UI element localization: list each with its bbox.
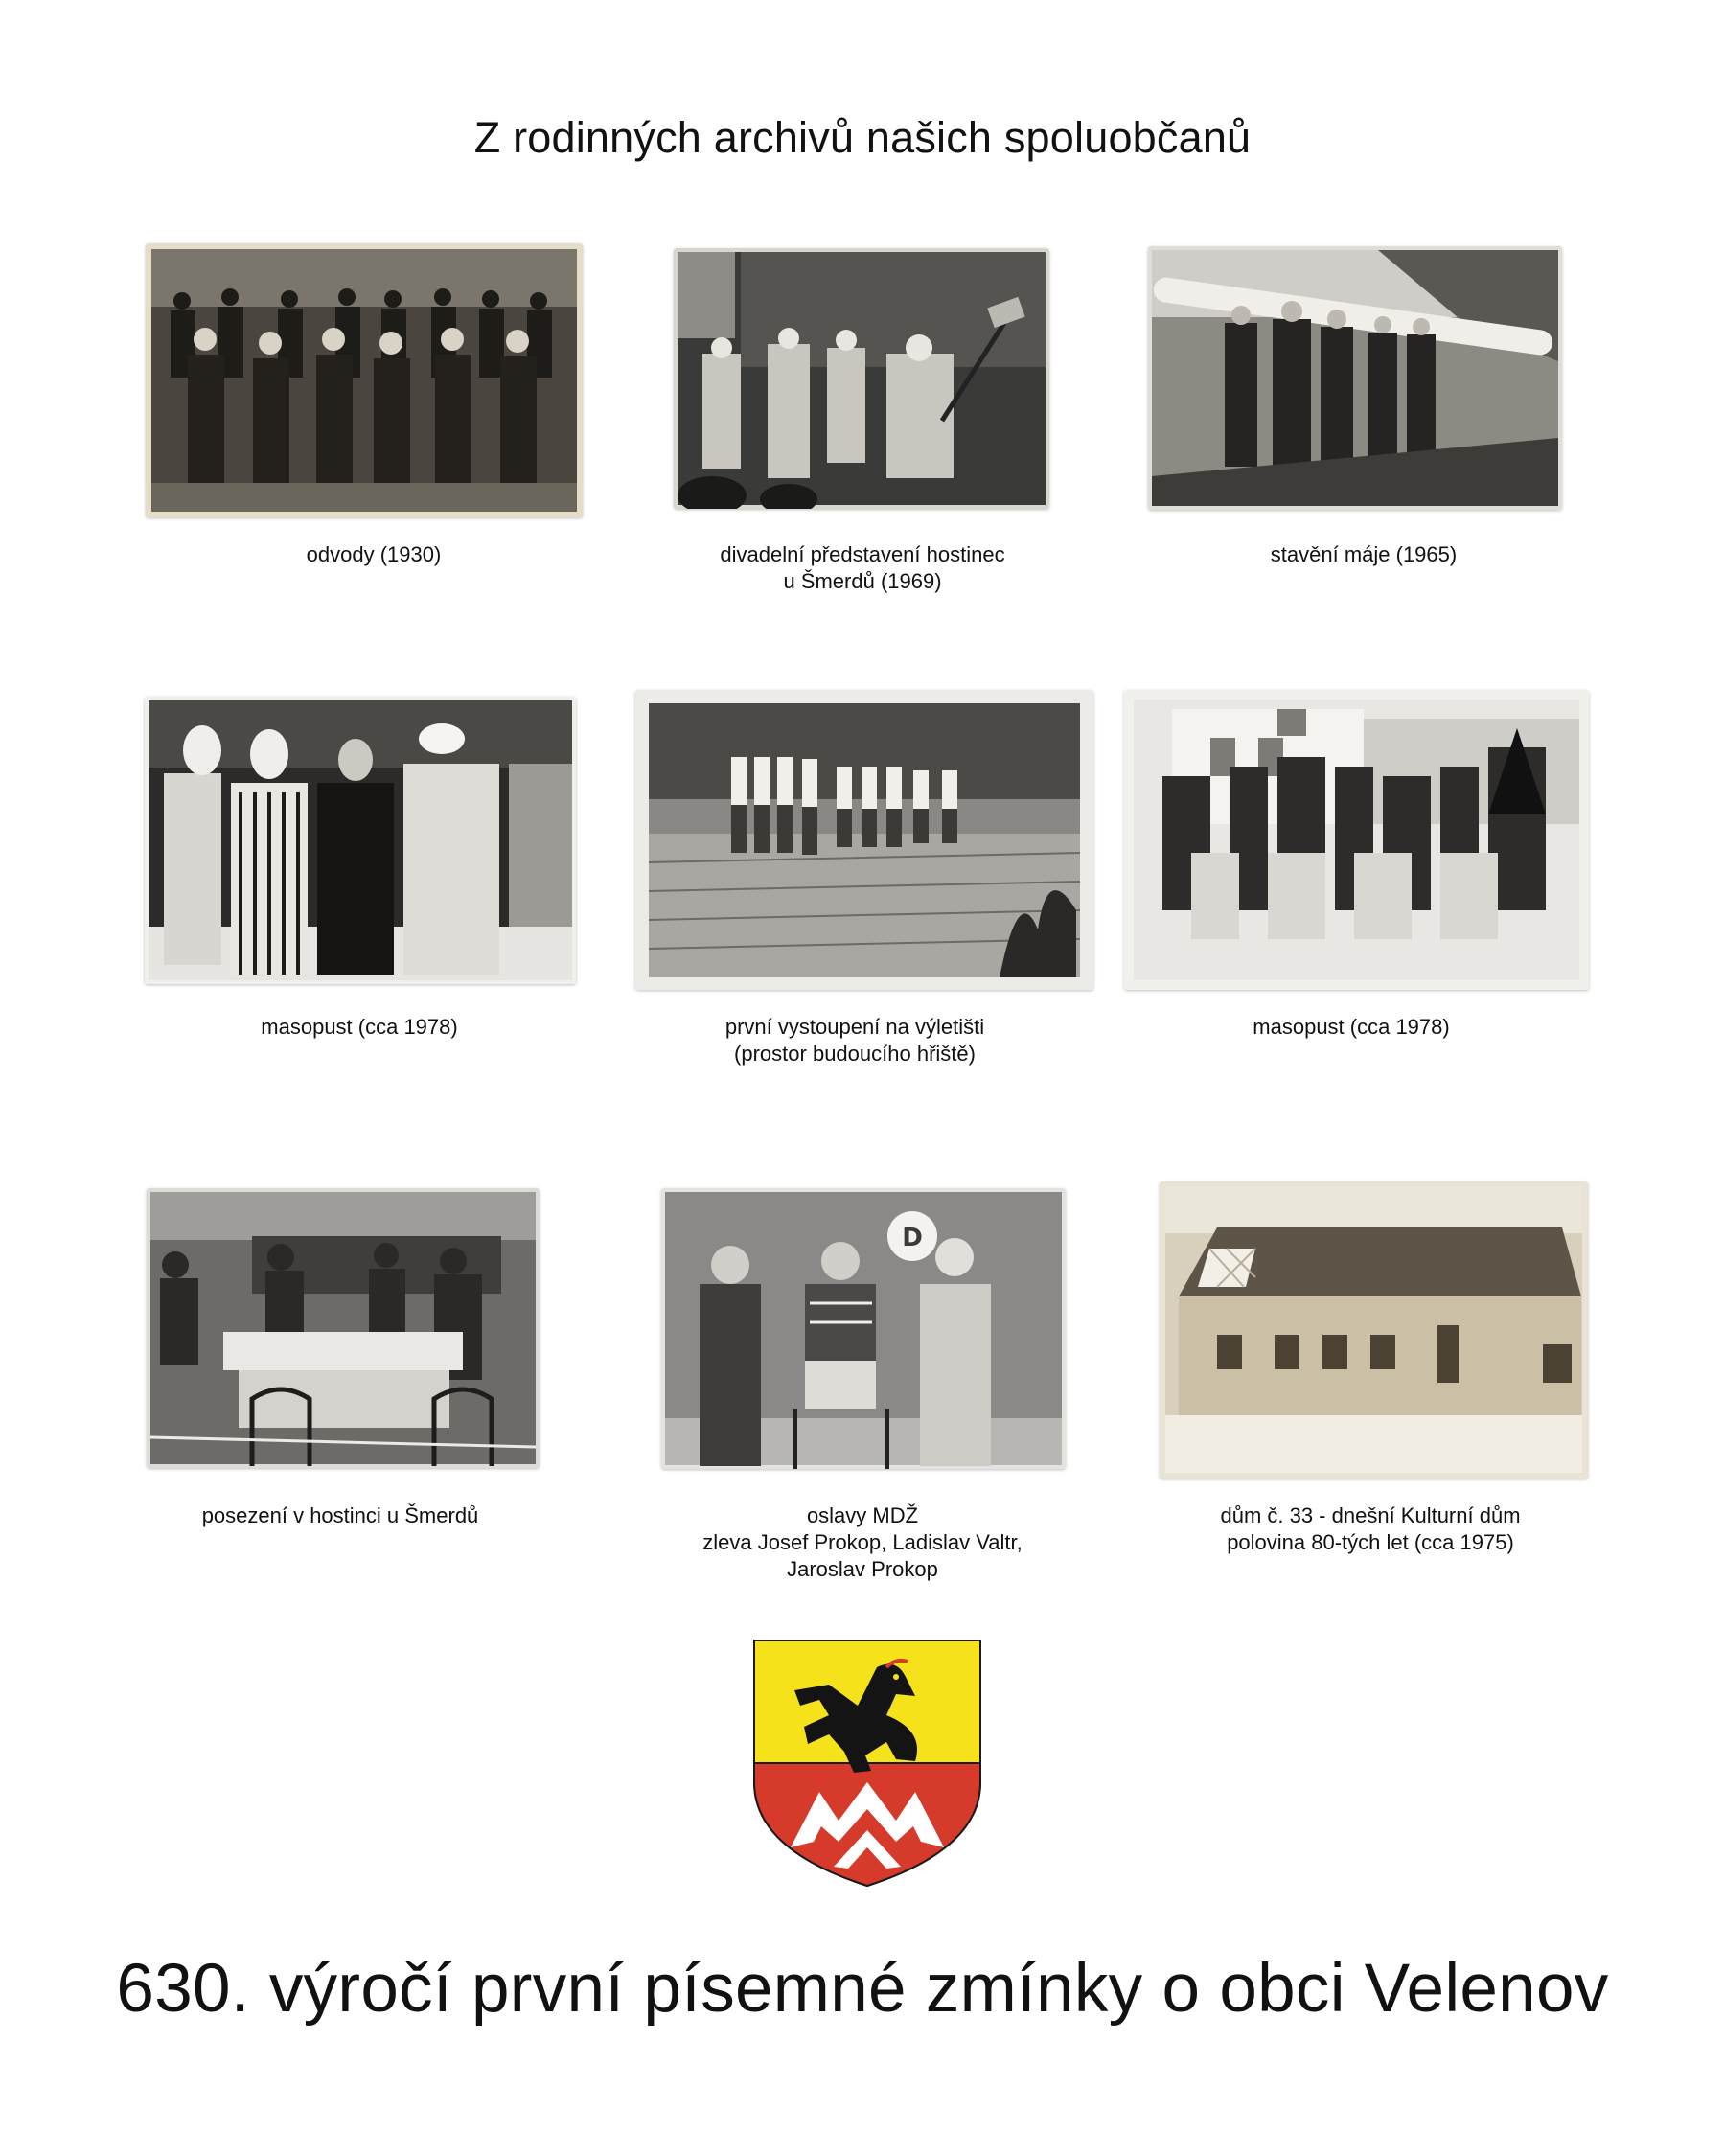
photo-odvody (146, 243, 583, 517)
photo-dum-c-33 (1160, 1181, 1588, 1479)
coat-of-arms (752, 1639, 982, 1888)
photo-caption: divadelní představení hostinec u Šmerdů (1969) (720, 542, 1005, 593)
photo-oslavy-mdz (661, 1188, 1066, 1469)
photo-divadelni-predstaveni (674, 248, 1049, 509)
photo-caption: stavění máje (1965) (1270, 542, 1458, 566)
photo-posezeni (147, 1188, 540, 1468)
svg-text:D: D (902, 1224, 923, 1252)
photo-caption: první vystoupení na výletišti (prostor budoucího hřiště) (724, 1015, 985, 1066)
photo-caption: dům č. 33 - dnešní Kulturní dům polovina 80-tých let (cca 1975) (1220, 1503, 1521, 1554)
photo-caption: masopust (cca 1978) (261, 1015, 458, 1039)
photo-masopust-1 (145, 697, 576, 984)
photo-staveni-maje (1148, 246, 1562, 510)
photo-caption: oslavy MDŽ zleva Josef Prokop, Ladislav Valtr, Jaroslav Prokop (702, 1503, 1023, 1581)
page-title: Z rodinných archivů našich spoluobčanů (473, 113, 1252, 162)
photo-masopust-2 (1124, 690, 1589, 990)
photo-caption: posezení v hostinci u Šmerdů (201, 1503, 479, 1527)
footer-title: 630. výročí první písemné zmínky o obci Velenov (116, 1951, 1609, 2027)
photo-caption: odvody (1930) (306, 542, 442, 566)
photo-prvni-vystoupeni (635, 690, 1093, 990)
photo-caption: masopust (cca 1978) (1253, 1015, 1450, 1039)
